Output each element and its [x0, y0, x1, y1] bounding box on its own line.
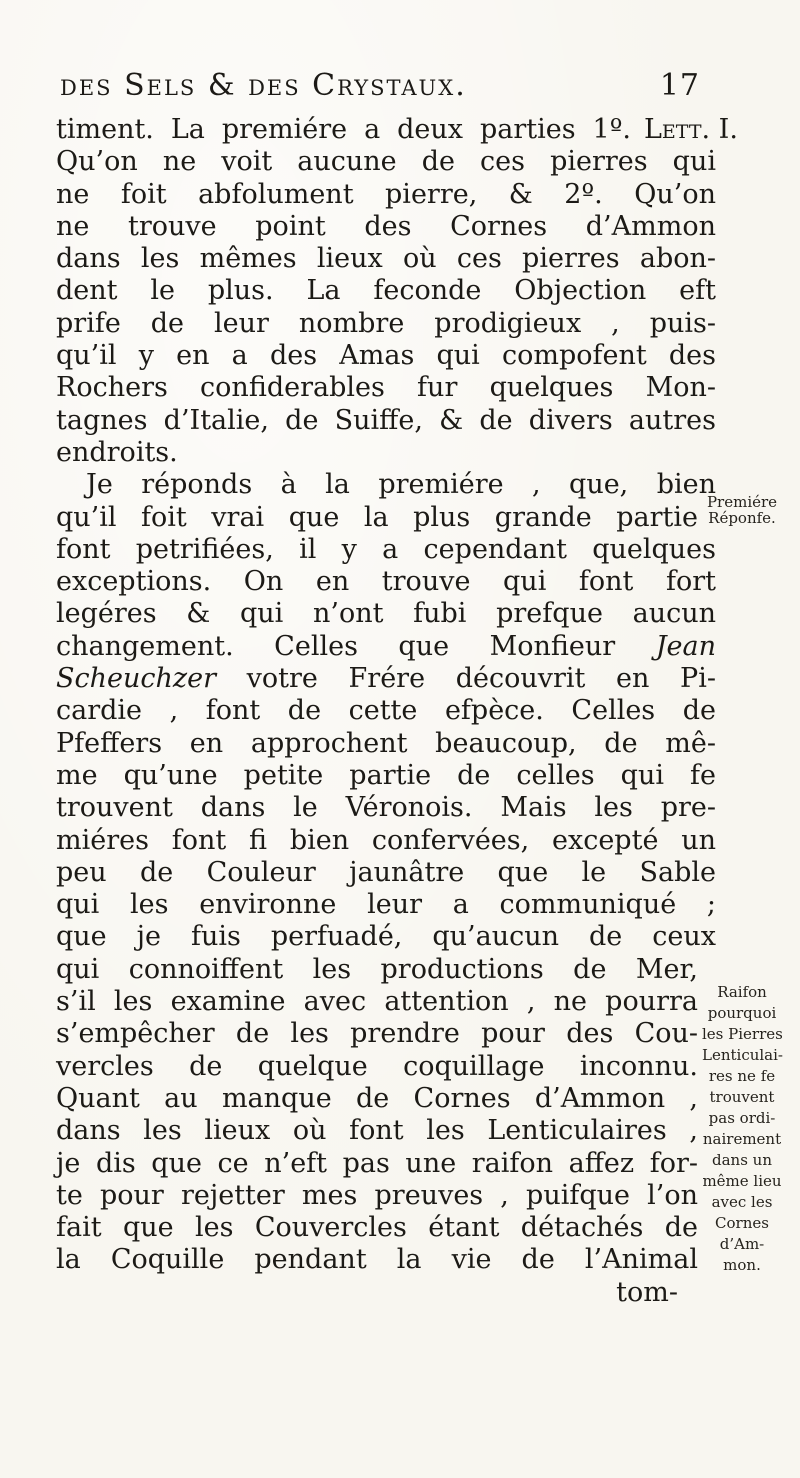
text-line [56, 825, 716, 857]
text-line [56, 1018, 716, 1050]
text-line-content: s’il les examine avec attention , ne pourra [56, 986, 698, 1018]
text-line-content: la Coquille pendant la vie de l’Animal [56, 1244, 698, 1276]
text-line [56, 663, 716, 695]
text-line [56, 792, 716, 824]
margin-note-line: Cornes [715, 1214, 769, 1232]
text-line [56, 502, 716, 534]
text-line [56, 1244, 716, 1276]
text-line [56, 1277, 716, 1309]
text-line [56, 728, 716, 760]
margin-note-raison [702, 982, 782, 1276]
text-line [56, 469, 716, 501]
text-line [56, 372, 716, 404]
margin-note-line: Premiére [706, 493, 778, 511]
text-line [56, 631, 716, 663]
text-line-content: Quant au manque de Cornes d’Ammon , [56, 1082, 698, 1114]
text-line-content: dans les lieux où font les Lenticulaires , [56, 1115, 698, 1147]
margin-note-line: pourquoi [707, 1004, 777, 1022]
running-header [60, 68, 700, 104]
text-line-content: prife de leur nombre prodigieux , puis- [56, 307, 716, 339]
text-line-content: s’empêcher de les prendre pour des Cou- [56, 1018, 698, 1050]
text-line-content: miéres font fi bien confervées, excepté un [56, 824, 716, 856]
text-line [56, 1083, 716, 1115]
text-line [56, 405, 716, 437]
text-line [56, 534, 716, 566]
margin-note-line: les Pierres [702, 1025, 783, 1043]
text-line [56, 275, 716, 307]
text-line-content: dans les mêmes lieux où ces pierres abon- [56, 243, 716, 275]
text-line [56, 308, 716, 340]
margin-note-line: Réponfe. [708, 509, 776, 527]
text-line [56, 1051, 716, 1083]
running-title: des Sels & des Crystaux. [60, 68, 467, 103]
text-line-content: tagnes d’Italie, de Suiffe, & de divers autres [56, 404, 716, 436]
text-line-content: qui les environne leur a communiqué ; [56, 889, 716, 921]
margin-note-line: Lenticulai- [702, 1046, 783, 1064]
text-line [56, 566, 716, 598]
text-line [56, 889, 716, 921]
margin-note-line: trouvent [709, 1088, 775, 1106]
body-text [56, 114, 716, 1309]
text-line [56, 114, 716, 146]
text-line [56, 146, 716, 178]
text-line-content: te pour rejetter mes preuves , puifque l’on [56, 1179, 698, 1211]
margin-note-line: nairement [702, 1130, 782, 1148]
text-line-content: exceptions. On en trouve qui font fort [56, 566, 716, 598]
text-line [56, 760, 716, 792]
text-line [56, 1115, 716, 1147]
page-number: 17 [659, 68, 700, 103]
text-line-content: peu de Couleur jaunâtre que le Sable [56, 856, 716, 888]
text-line-content: ne foit abfolument pierre, & 2º. Qu’on [56, 178, 716, 210]
text-line-content: tom- [616, 1276, 678, 1308]
text-line-content: timent. La premiére a deux parties 1º. [56, 114, 631, 145]
margin-note-line: d’Am- [719, 1235, 765, 1253]
margin-note-line: même lieu [702, 1172, 782, 1190]
italic-name: Jean [655, 630, 716, 662]
text-line-content: changement. Celles que Monfieur Jean [56, 630, 716, 662]
text-line-content: Je réponds à la premiére , que, bien [86, 469, 716, 501]
text-line-content: trouvent dans le Véronois. Mais les pre- [56, 792, 716, 824]
margin-letter-mark: Lett. I. [644, 114, 738, 145]
margin-note-line: pas ordi- [708, 1109, 776, 1127]
text-line-content: fait que les Couvercles étant détachés de [56, 1212, 698, 1244]
text-line [56, 986, 716, 1018]
text-line [56, 1148, 716, 1180]
text-line-content: ne trouve point des Cornes d’Ammon [56, 210, 716, 242]
text-line [56, 857, 716, 889]
text-line-content: cardie , font de cette efpèce. Celles de [56, 695, 716, 727]
text-line-content: que je fuis perfuadé, qu’aucun de ceux [56, 921, 716, 953]
text-line [56, 921, 716, 953]
text-line-content: dent le plus. La feconde Objection eft [56, 275, 716, 307]
text-line [56, 211, 716, 243]
text-line [56, 179, 716, 211]
text-line [56, 243, 716, 275]
margin-note-line: Raifon [717, 983, 767, 1001]
text-line [56, 954, 716, 986]
margin-note-line: mon. [723, 1256, 761, 1274]
text-line [56, 340, 716, 372]
text-line-content: endroits. [56, 436, 178, 468]
text-line [56, 437, 716, 469]
text-line-content: qu’il y en a des Amas qui compofent des [56, 340, 716, 372]
margin-note-line: dans un [712, 1151, 772, 1169]
text-line-content: legéres & qui n’ont fubi prefque aucun [56, 598, 716, 630]
text-line-content: font petrifiées, il y a cependant quelques [56, 533, 716, 565]
text-line-content: me qu’une petite partie de celles qui fe [56, 759, 716, 791]
text-line-content: Rochers confiderables fur quelques Mon- [56, 372, 716, 404]
margin-note-premiere-reponse [702, 494, 782, 526]
text-line [56, 1212, 716, 1244]
text-line-content: Pfeffers en approchent beaucoup, de mê- [56, 727, 716, 759]
margin-note-line: avec les [711, 1193, 773, 1211]
text-line-content: qui connoiffent les productions de Mer, [56, 953, 698, 985]
text-line-content: qu’il foit vrai que la plus grande partie [56, 501, 698, 533]
text-line [56, 598, 716, 630]
text-line [56, 1180, 716, 1212]
text-line-content: Qu’on ne voit aucune de ces pierres qui [56, 146, 716, 178]
italic-name: Scheuchzer [56, 663, 216, 695]
text-line-content: je dis que ce n’eft pas une raifon affez for- [56, 1147, 698, 1179]
text-line-content: vercles de quelque coquillage inconnu. [56, 1050, 698, 1082]
margin-note-line: res ne fe [708, 1067, 776, 1085]
text-line-content: Scheuchzer votre Frére découvrit en Pi- [56, 663, 716, 695]
text-line [56, 695, 716, 727]
